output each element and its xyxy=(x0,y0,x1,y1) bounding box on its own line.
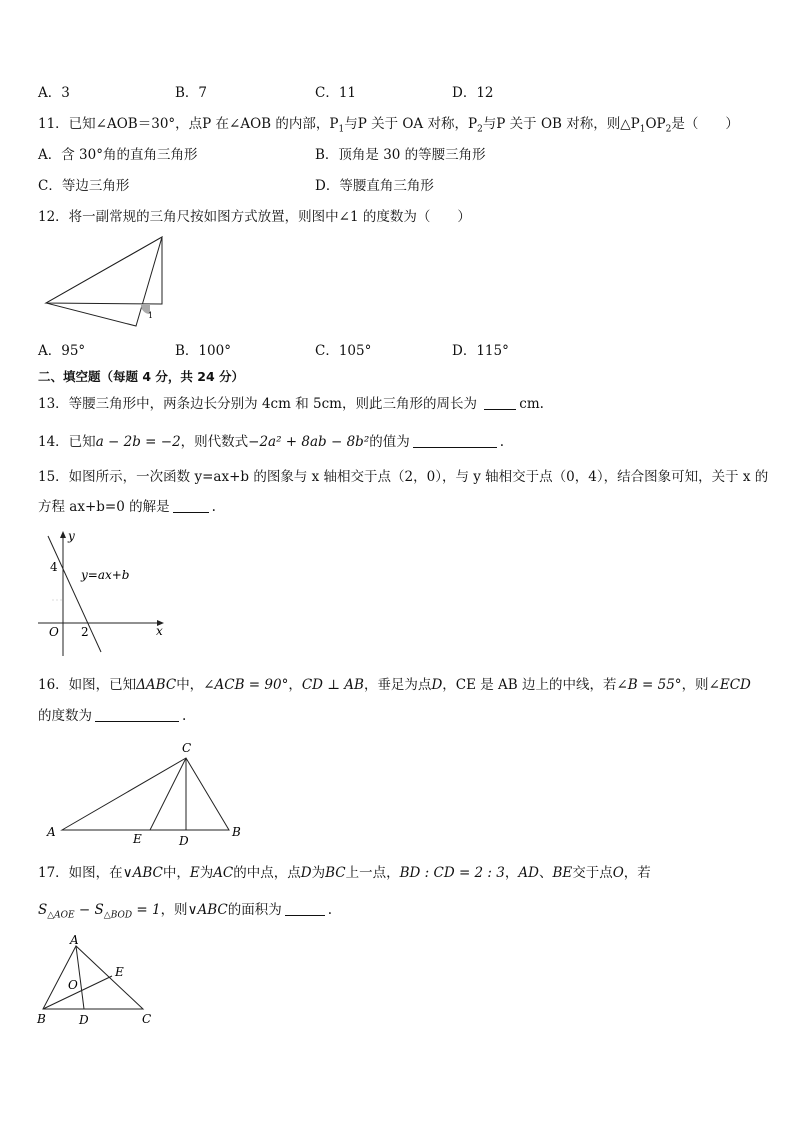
q17-label-e: E xyxy=(115,965,124,979)
q17-label-o: O xyxy=(68,978,78,992)
q12-option-c: C．105° xyxy=(315,343,372,359)
q15-y-axis-arrow xyxy=(60,531,66,538)
q10-option-c: C．11 xyxy=(315,85,357,101)
q16-label-a: A xyxy=(47,825,56,839)
section-2-title: 二、填空题（每题 4 分，共 24 分） xyxy=(38,369,245,384)
q16-label-e: E xyxy=(133,832,142,846)
q10-option-b: B．7 xyxy=(175,85,208,101)
q14-answer-blank[interactable] xyxy=(413,433,497,448)
q15-answer-blank[interactable] xyxy=(173,498,209,513)
q15-stem-line2: 方程 ax+b=0 的解是 . xyxy=(38,499,216,515)
q17-answer-blank[interactable] xyxy=(285,901,325,916)
q15-x-label: x xyxy=(156,624,163,638)
q17-label-a: A xyxy=(70,933,79,947)
q15-y-label: y xyxy=(68,529,75,543)
q15-line-label: y=ax+b xyxy=(81,568,130,582)
q17-label-c: C xyxy=(142,1012,152,1026)
q17-figure xyxy=(34,932,164,1028)
q17-label-d: D xyxy=(79,1013,89,1027)
q15-y-tick-4: 4 xyxy=(50,560,58,574)
q11-option-d: D．等腰直角三角形 xyxy=(315,178,434,194)
q17-triangle-abc xyxy=(43,946,143,1009)
q11-option-c: C．等边三角形 xyxy=(38,178,130,194)
q12-option-b: B．100° xyxy=(175,343,231,359)
q17-label-b: B xyxy=(37,1012,46,1026)
q12-figure xyxy=(40,232,170,330)
q12-stem: 12．将一副常规的三角尺按如图方式放置，则图中∠1 的度数为（ ） xyxy=(38,209,471,225)
q15-origin-label: O xyxy=(49,625,59,639)
q16-label-b: B xyxy=(232,825,241,839)
q13-answer-blank[interactable] xyxy=(484,395,516,410)
q11-stem: 11．已知∠AOB＝30°，点P 在∠AOB 的内部，$P_1$与P 关于 OA 对称，$P_2$与P 关于 OB 对称，则$\triangle P_1OP_2$是（ ） xyxy=(38,116,739,135)
q15-x-tick-2: 2 xyxy=(81,625,89,639)
q16-triangle-abc xyxy=(62,758,229,830)
q15-graph xyxy=(34,528,174,660)
q16-label-d: D xyxy=(179,834,189,848)
q12-angle-label: 1 xyxy=(148,311,154,320)
q16-stem-line2: 的度数为 . xyxy=(38,708,187,724)
q16-figure xyxy=(44,738,254,850)
q15-stem-line1: 15．如图所示，一次函数 y=ax+b 的图象与 x 轴相交于点（2，0），与 y 轴相交于点（0，4），结合图象可知，关于 x 的 xyxy=(38,469,769,485)
q11-option-b: B．顶角是 30 的等腰三角形 xyxy=(315,147,486,163)
q17-stem-line1: 17．如图，在∨ABC中，E为AC的中点，点D为BC上一点，BD : CD = 2 : 3，AD、BE交于点O，若 xyxy=(38,865,651,881)
q17-stem-line2: $S_{\triangle AOE} - S_{\triangle BOD} = 1$，则∨ABC的面积为 . xyxy=(38,902,332,921)
q12-option-d: D．115° xyxy=(452,343,509,359)
q11-option-a: A．含 30°角的直角三角形 xyxy=(38,147,198,163)
q12-option-a: A．95° xyxy=(38,343,86,359)
q13-stem: 13．等腰三角形中，两条边长分别为 4cm 和 5cm，则此三角形的周长为 cm. xyxy=(38,396,544,412)
q10-option-d: D．12 xyxy=(452,85,494,101)
q16-stem-line1: 16．如图，已知ΔABC中，∠ACB = 90°，CD ⊥ AB，垂足为点D，CE 是 AB 边上的中线，若∠B = 55°，则∠ECD xyxy=(38,677,751,693)
q16-answer-blank[interactable] xyxy=(95,707,179,722)
q12-set-square-2 xyxy=(46,237,162,326)
q10-option-a: A．3 xyxy=(38,85,70,101)
q14-stem: 14．已知a − 2b = −2，则代数式−2a² + 8ab − 8b²的值为 . xyxy=(38,434,505,450)
q16-label-c: C xyxy=(182,741,192,755)
